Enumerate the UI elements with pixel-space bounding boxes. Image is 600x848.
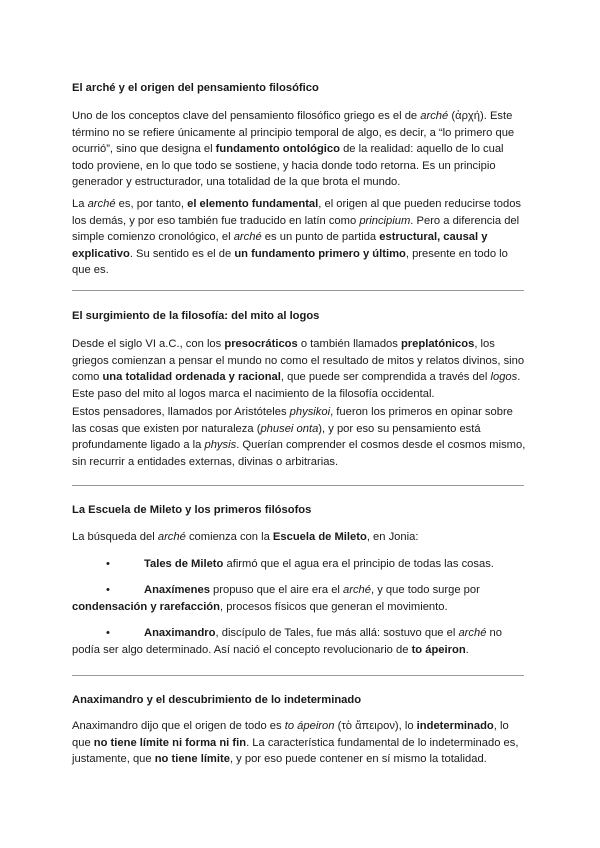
italic-term: principium [359, 214, 411, 227]
section-divider [72, 290, 524, 291]
text-run: La búsqueda del [72, 531, 158, 543]
text-run: , lo que [72, 720, 509, 749]
list-item-anaximenes [72, 582, 528, 615]
list-item-tales [72, 556, 528, 573]
bold-text: no tiene límite [154, 753, 230, 765]
bold-text: to ápeiron [411, 643, 466, 656]
text-run: comienza con la [185, 531, 273, 543]
bold-text: preplatónicos [400, 338, 475, 350]
bold-text: fundamento ontológico [215, 143, 340, 155]
text-run: , presente en todo lo que es. [72, 247, 508, 276]
bold-text: Anaxímenes [144, 584, 210, 596]
bold-text: indeterminado [416, 720, 494, 732]
paragraph-physikoi [72, 404, 528, 470]
bold-text: estructural, causal y explicativo [72, 231, 488, 260]
section-title-mileto: La Escuela de Mileto y los primeros filósofos [72, 504, 312, 516]
bold-text: Anaximandro [144, 627, 216, 639]
text-run: es, por tanto, [115, 198, 188, 210]
italic-term: arché [458, 627, 487, 639]
text-run: Desde el siglo VI a.C., con los [72, 338, 225, 350]
text-run: , los griegos comienzan a pensar el mundo no como el resultado de mitos y relatos divinos, sino como [72, 338, 525, 383]
text-run: ), y por eso su pensamiento está profundamente ligado a la [72, 422, 481, 451]
italic-term: arché [157, 531, 186, 543]
text-run: afirmó que el agua era el principio de todas las cosas. [223, 558, 494, 570]
bullet-icon: • [106, 558, 110, 570]
list-item-text-continued [72, 642, 528, 659]
italic-term: physis [204, 439, 237, 451]
bold-text: Tales de Mileto [144, 558, 224, 570]
italic-term: logos [490, 371, 518, 383]
paragraph-mileto-intro [72, 529, 528, 546]
paragraph-arche-fundamental [72, 196, 528, 279]
section-title-mito-logos: El surgimiento de la filosofía: del mito al logos [72, 310, 320, 322]
paragraph-apeiron [72, 718, 528, 768]
text-run: , discípulo de Tales, fue más allá: sostuvo que el [215, 627, 459, 639]
list-item-text [144, 627, 502, 639]
text-run: , y por eso puede contener en sí mismo la totalidad. [229, 753, 487, 765]
bold-text: una totalidad ordenada y racional [102, 371, 281, 383]
text-run: de la realidad: aquello de lo cual todo proviene, en lo que todo se sostiene, y hacia donde todo retorna. Es un principio generador y estructurador, una totalidad de la que brota el mundo. [72, 143, 504, 188]
bold-text: no tiene límite ni forma ni fin [93, 736, 247, 749]
text-run: , procesos físicos que generan el movimiento. [219, 600, 448, 613]
text-run: propuso que el aire era el [209, 584, 344, 596]
text-run: (ἀρχή). Este término no se refiere únicamente al principio temporal de algo, es decir, a “lo primero que ocurrió”, sino que designa el [72, 110, 515, 155]
italic-term: arché [233, 231, 262, 243]
section-divider [72, 675, 524, 676]
list-item-text [144, 558, 494, 570]
italic-term: phusei onta [260, 422, 319, 435]
text-run: podía ser algo determinado. Así nació el concepto revolucionario de [72, 643, 412, 656]
list-item-anaximandro [72, 625, 528, 658]
section-title-indeterminado: Anaximandro y el descubrimiento de lo indeterminado [72, 694, 362, 706]
text-run: , el origen al que pueden reducirse todos los demás, y por eso también fue traducido en latín como [72, 198, 522, 227]
text-run: , y que todo surge por [371, 584, 480, 596]
list-item-text-continued [72, 599, 528, 616]
text-run: . Su sentido es el de [129, 247, 235, 260]
text-run: , fueron los primeros en opinar sobre las cosas que existen por naturaleza ( [72, 406, 513, 435]
text-run: La [72, 198, 88, 210]
italic-term: to ápeiron [284, 720, 335, 732]
italic-term: arché [343, 584, 372, 596]
bold-text: Escuela de Mileto [272, 531, 367, 543]
text-run: , que puede ser comprendida a través del [280, 371, 491, 383]
bold-text: el elemento fundamental [187, 198, 319, 210]
section-title-arche: El arché y el origen del pensamiento filosófico [72, 82, 319, 94]
bold-text: condensación y rarefacción [72, 600, 220, 613]
bullet-icon: • [106, 584, 110, 596]
italic-term: physikoi [289, 406, 331, 418]
text-run: Uno de los conceptos clave del pensamiento filosófico griego es el de [72, 110, 421, 122]
list-item-text [144, 584, 480, 596]
text-run: . Este paso del mito al logos marca el nacimiento de la filosofía occidental. [72, 371, 521, 400]
section-divider [72, 485, 524, 486]
bold-text: un fundamento primero y último [234, 247, 406, 260]
text-run: . [465, 643, 469, 656]
paragraph-presocraticos [72, 336, 528, 402]
text-run: Anaximandro dijo que el origen de todo es [72, 720, 285, 732]
text-run: Estos pensadores, llamados por Aristóteles [72, 406, 290, 418]
text-run: o también llamados [297, 338, 401, 350]
text-run: (τὸ ἄπειρον), lo [334, 720, 417, 732]
bold-text: presocráticos [224, 338, 298, 350]
text-run: no [486, 627, 503, 639]
text-run: . Pero a diferencia del simple comienzo cronológico, el [72, 214, 520, 243]
text-run: . Querían comprender el cosmos desde el cosmos mismo, sin recurrir a entidades externas, divinas o arbitrarias. [72, 439, 526, 468]
text-run: . La característica fundamental de lo indeterminado es, justamente, que [72, 736, 519, 765]
italic-term: arché [87, 198, 116, 210]
bullet-icon: • [106, 627, 110, 639]
text-run: es un punto de partida [261, 231, 380, 243]
paragraph-arche-definition [72, 108, 528, 191]
italic-term: arché [420, 110, 449, 122]
text-run: , en Jonia: [366, 531, 419, 543]
